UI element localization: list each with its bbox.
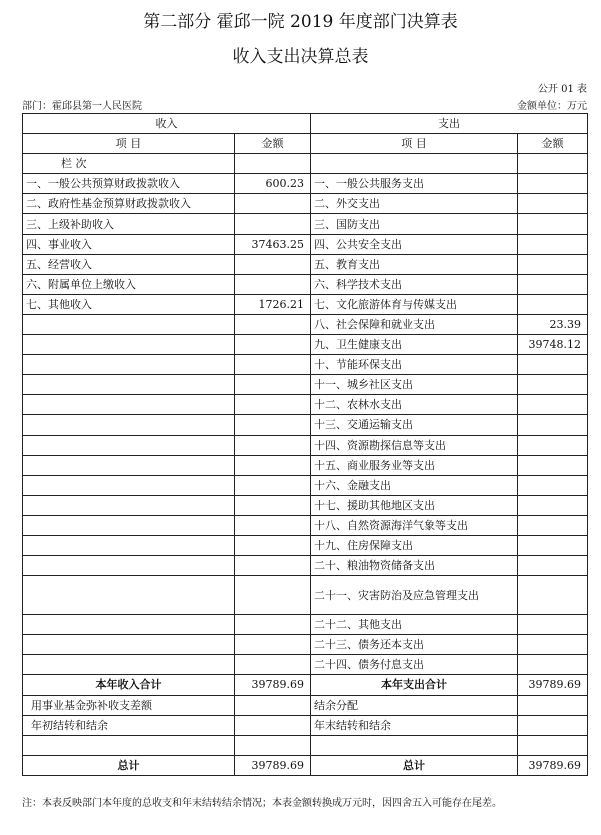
expense-amount (518, 234, 588, 254)
income-item-label (23, 515, 235, 535)
expense-amount (518, 254, 588, 274)
expense-amount (518, 735, 588, 755)
income-item-label (23, 335, 235, 355)
table-row (23, 274, 588, 294)
table-row (23, 214, 588, 234)
expense-amount (518, 695, 588, 715)
expense-item-label: 五、教育支出 (311, 254, 518, 274)
income-item-label (23, 556, 235, 576)
income-amount-header: 金额 (235, 134, 311, 154)
income-item-label (23, 355, 235, 375)
expense-item-label: 二、外交支出 (311, 194, 518, 214)
column-index-cell (311, 154, 518, 174)
income-amount (235, 635, 311, 655)
expense-item-label: 三、国防支出 (311, 214, 518, 234)
income-item-label (23, 615, 235, 635)
page-title: 第二部分 霍邱一院 2019 年度部门决算表 (143, 12, 458, 32)
expense-amount (518, 556, 588, 576)
income-amount: 1726.21 (235, 294, 311, 314)
table-row (23, 455, 588, 475)
table-row (23, 475, 588, 495)
expense-amount (518, 535, 588, 555)
unit-label: 金额单位：万元 (517, 101, 587, 112)
table-row (23, 655, 588, 675)
expense-item-label: 十九、住房保障支出 (311, 535, 518, 555)
income-item-label (23, 576, 235, 615)
income-amount (235, 535, 311, 555)
income-expense-table (22, 113, 588, 776)
expense-amount (518, 475, 588, 495)
table-row (23, 495, 588, 515)
expense-amount-header: 金额 (518, 134, 588, 154)
income-item-label: 本年收入合计 (23, 675, 235, 695)
income-amount: 39789.69 (235, 675, 311, 695)
table-row (23, 314, 588, 334)
expense-amount: 39748.12 (518, 335, 588, 355)
expense-amount (518, 415, 588, 435)
expense-amount (518, 274, 588, 294)
expense-item-label: 十五、商业服务业等支出 (311, 455, 518, 475)
expense-amount (518, 194, 588, 214)
expense-amount (518, 294, 588, 314)
income-item-label: 用事业基金弥补收支差额 (23, 695, 235, 715)
expense-item-label: 六、科学技术支出 (311, 274, 518, 294)
expense-amount: 39789.69 (518, 755, 588, 775)
income-item-label: 一、一般公共预算财政拨款收入 (23, 174, 235, 194)
table-row (23, 695, 588, 715)
income-item-label: 四、事业收入 (23, 234, 235, 254)
expense-item-label: 十三、交通运输支出 (311, 415, 518, 435)
column-index-row (23, 154, 588, 174)
expense-item-label: 结余分配 (311, 695, 518, 715)
footnote: 注：本表反映部门本年度的总收支和年末结转结余情况；本表金额转换成万元时，因四舍五入可能存在尾差。 (22, 798, 502, 809)
income-amount (235, 335, 311, 355)
income-amount (235, 475, 311, 495)
income-item-label (23, 375, 235, 395)
table-row (23, 715, 588, 735)
income-item-label: 三、上级补助收入 (23, 214, 235, 234)
expense-amount: 23.39 (518, 314, 588, 334)
table-row (23, 515, 588, 535)
expense-amount (518, 174, 588, 194)
income-item-label (23, 395, 235, 415)
income-item-label: 六、附属单位上缴收入 (23, 274, 235, 294)
income-item-label (23, 635, 235, 655)
expense-item-label (311, 735, 518, 755)
table-row (23, 375, 588, 395)
expense-item-label: 四、公共安全支出 (311, 234, 518, 254)
income-amount (235, 194, 311, 214)
table-row (23, 635, 588, 655)
table-row (23, 735, 588, 755)
income-amount (235, 395, 311, 415)
income-item-label: 七、其他收入 (23, 294, 235, 314)
table-row (23, 174, 588, 194)
table-row (23, 294, 588, 314)
income-item-label (23, 435, 235, 455)
income-amount (235, 735, 311, 755)
expense-amount (518, 615, 588, 635)
department-label: 部门：霍邱县第一人民医院 (22, 101, 142, 112)
expense-item-label: 十四、资源勘探信息等支出 (311, 435, 518, 455)
expense-amount (518, 214, 588, 234)
table-row (23, 415, 588, 435)
income-amount (235, 576, 311, 615)
header-row-columns (23, 134, 588, 154)
table-row (23, 576, 588, 615)
expense-item-header: 项 目 (311, 134, 518, 154)
table-row (23, 535, 588, 555)
income-amount (235, 274, 311, 294)
form-code: 公开 01 表 (537, 84, 587, 95)
expense-item-label: 十七、援助其他地区支出 (311, 495, 518, 515)
expense-amount: 39789.69 (518, 675, 588, 695)
income-amount (235, 355, 311, 375)
expense-item-label: 一、一般公共服务支出 (311, 174, 518, 194)
expense-amount (518, 375, 588, 395)
expense-item-label: 年末结转和结余 (311, 715, 518, 735)
expense-item-label: 二十一、灾害防治及应急管理支出 (311, 576, 518, 615)
table-row (23, 615, 588, 635)
income-item-label (23, 475, 235, 495)
income-amount (235, 214, 311, 234)
expense-item-label: 九、卫生健康支出 (311, 335, 518, 355)
income-amount (235, 615, 311, 635)
income-section-header: 收入 (23, 114, 311, 134)
expense-amount (518, 576, 588, 615)
table-title: 收入支出决算总表 (232, 47, 369, 67)
column-index-cell (235, 154, 311, 174)
expense-item-label: 总计 (311, 755, 518, 775)
expense-item-label: 二十四、债务付息支出 (311, 655, 518, 675)
expense-item-label: 二十、粮油物资储备支出 (311, 556, 518, 576)
table-row (23, 556, 588, 576)
expense-item-label: 本年支出合计 (311, 675, 518, 695)
year-total-row (23, 675, 588, 695)
income-item-label (23, 314, 235, 334)
expense-amount (518, 515, 588, 535)
expense-amount (518, 455, 588, 475)
income-amount (235, 556, 311, 576)
income-amount: 39789.69 (235, 755, 311, 775)
income-amount (235, 375, 311, 395)
column-index-label: 栏 次 (23, 154, 235, 174)
income-amount: 600.23 (235, 174, 311, 194)
income-amount: 37463.25 (235, 234, 311, 254)
income-item-label: 五、经营收入 (23, 254, 235, 274)
income-item-label (23, 655, 235, 675)
income-item-label (23, 495, 235, 515)
income-amount (235, 695, 311, 715)
expense-item-label: 十六、金融支出 (311, 475, 518, 495)
expense-item-label: 十、节能环保支出 (311, 355, 518, 375)
income-amount (235, 455, 311, 475)
income-item-label (23, 415, 235, 435)
income-amount (235, 415, 311, 435)
income-amount (235, 435, 311, 455)
expense-section-header: 支出 (311, 114, 588, 134)
income-item-label: 年初结转和结余 (23, 715, 235, 735)
income-item-label (23, 535, 235, 555)
table-row (23, 435, 588, 455)
header-row-sections (23, 114, 588, 134)
expense-amount (518, 635, 588, 655)
expense-amount (518, 655, 588, 675)
income-item-label (23, 735, 235, 755)
expense-amount (518, 395, 588, 415)
table-row (23, 335, 588, 355)
expense-item-label: 二十二、其他支出 (311, 615, 518, 635)
table-row (23, 194, 588, 214)
income-amount (235, 655, 311, 675)
income-item-label (23, 455, 235, 475)
income-item-header: 项 目 (23, 134, 235, 154)
income-amount (235, 495, 311, 515)
table-row (23, 234, 588, 254)
expense-item-label: 七、文化旅游体育与传媒支出 (311, 294, 518, 314)
income-amount (235, 715, 311, 735)
income-item-label: 二、政府性基金预算财政拨款收入 (23, 194, 235, 214)
expense-amount (518, 715, 588, 735)
table-row (23, 254, 588, 274)
expense-item-label: 十二、农林水支出 (311, 395, 518, 415)
expense-item-label: 十一、城乡社区支出 (311, 375, 518, 395)
expense-item-label: 八、社会保障和就业支出 (311, 314, 518, 334)
table-row (23, 395, 588, 415)
table-row (23, 355, 588, 375)
income-amount (235, 314, 311, 334)
expense-amount (518, 435, 588, 455)
column-index-cell (518, 154, 588, 174)
grand-total-row (23, 755, 588, 775)
expense-item-label: 二十三、债务还本支出 (311, 635, 518, 655)
expense-amount (518, 355, 588, 375)
expense-amount (518, 495, 588, 515)
expense-item-label: 十八、自然资源海洋气象等支出 (311, 515, 518, 535)
income-amount (235, 254, 311, 274)
income-amount (235, 515, 311, 535)
income-item-label: 总计 (23, 755, 235, 775)
